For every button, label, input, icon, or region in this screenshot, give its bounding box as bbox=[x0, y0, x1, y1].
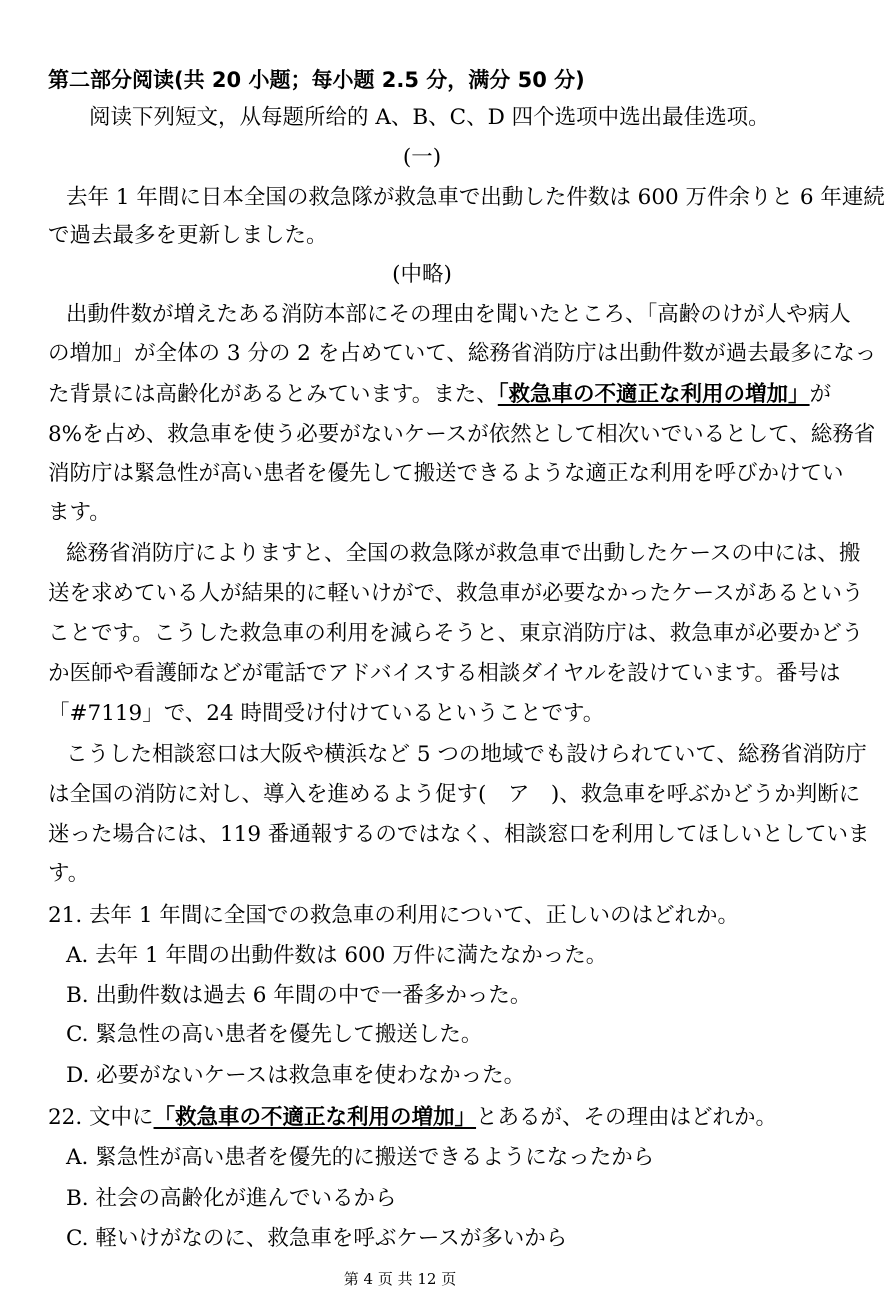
question-option: A. 去年 1 年間の出動件数は 600 万件に満たなかった。 bbox=[66, 943, 608, 968]
question-stem-suffix: とあるが、その理由はどれか。 bbox=[476, 1105, 778, 1130]
underlined-phrase: 「救急車の不適正な利用の増加」 bbox=[497, 382, 810, 407]
passage-line: か医師や看護師などが電話でアドバイスする相談ダイヤルを設けています。番号は bbox=[48, 661, 841, 686]
passage-line: ことです。こうした救急車の利用を減らそうと、東京消防庁は、救急車が必要かどう bbox=[48, 621, 864, 646]
passage-line: 消防庁は緊急性が高い患者を優先して搬送できるような適正な利用を呼びかけてい bbox=[48, 461, 844, 486]
passage-line: こうした相談窓口は大阪や横浜など 5 つの地域でも設けられていて、総務省消防庁 bbox=[66, 742, 867, 767]
passage-line: ます。 bbox=[48, 500, 111, 525]
question-option: B. 出動件数は過去 6 年間の中で一番多かった。 bbox=[66, 983, 532, 1008]
passage-line: 総務省消防庁によりますと、全国の救急隊が救急車で出動したケースの中には、搬 bbox=[66, 541, 861, 566]
question-option: B. 社会の高齢化が進んでいるから bbox=[66, 1186, 397, 1211]
passage-line: で過去最多を更新しました。 bbox=[48, 223, 328, 248]
passage-line: 8%を占め、救急車を使う必要がないケースが依然として相次いでいるとして、総務省 bbox=[48, 422, 876, 447]
passage-line: は全国の消防に対し、導入を進めるよう促す( ア )、救急車を呼ぶかどうか判断に bbox=[48, 782, 861, 807]
underlined-phrase: 「救急車の不適正な利用の増加」 bbox=[153, 1105, 477, 1130]
question-option: D. 必要がないケースは救急車を使わなかった。 bbox=[66, 1063, 526, 1088]
passage-line: 去年 1 年間に日本全国の救急隊が救急車で出動した件数は 600 万件余りと 6 年連続 bbox=[66, 185, 885, 210]
question-stem: 21. 去年 1 年間に全国での救急車の利用について、正しいのはどれか。 bbox=[48, 903, 740, 928]
passage-number: (一) bbox=[402, 145, 442, 170]
question-option: C. 軽いけがなのに、救急車を呼ぶケースが多いから bbox=[66, 1226, 568, 1251]
section-instruction: 阅读下列短文，从每题所给的 A、B、C、D 四个选项中选出最佳选项。 bbox=[89, 105, 770, 130]
passage-text: が bbox=[809, 382, 832, 407]
passage-line: 迷った場合には、119 番通報するのではなく、相談窓口を利用してほしいとしていま bbox=[48, 822, 870, 847]
question-option: C. 緊急性の高い患者を優先して搬送した。 bbox=[66, 1022, 483, 1047]
question-option: A. 緊急性が高い患者を優先的に搬送できるようになったから bbox=[66, 1145, 655, 1170]
passage-line: 送を求めている人が結果的に軽いけがで、救急車が必要なかったケースがあるという bbox=[48, 581, 864, 606]
passage-line: の増加」が全体の 3 分の 2 を占めていて、総務省消防庁は出動件数が過去最多になっ bbox=[48, 341, 877, 366]
passage-line: す。 bbox=[48, 861, 90, 886]
page-footer: 第 4 页 共 12 页 bbox=[343, 1270, 457, 1288]
omission-mark: (中略) bbox=[392, 262, 452, 287]
passage-text: た背景には高齢化があるとみています。また、 bbox=[48, 382, 498, 407]
passage-line bbox=[48, 376, 848, 414]
question-stem bbox=[48, 1099, 848, 1137]
passage-line: 出動件数が増えたある消防本部にその理由を聞いたところ、「高齢のけが人や病人 bbox=[66, 302, 851, 327]
question-stem-prefix: 22. 文中に bbox=[48, 1105, 154, 1130]
passage-line: 「#7119」で、24 時間受け付けているということです。 bbox=[48, 701, 605, 726]
section-title: 第二部分阅读(共 20 小题；每小题 2.5 分，满分 50 分) bbox=[48, 68, 585, 92]
